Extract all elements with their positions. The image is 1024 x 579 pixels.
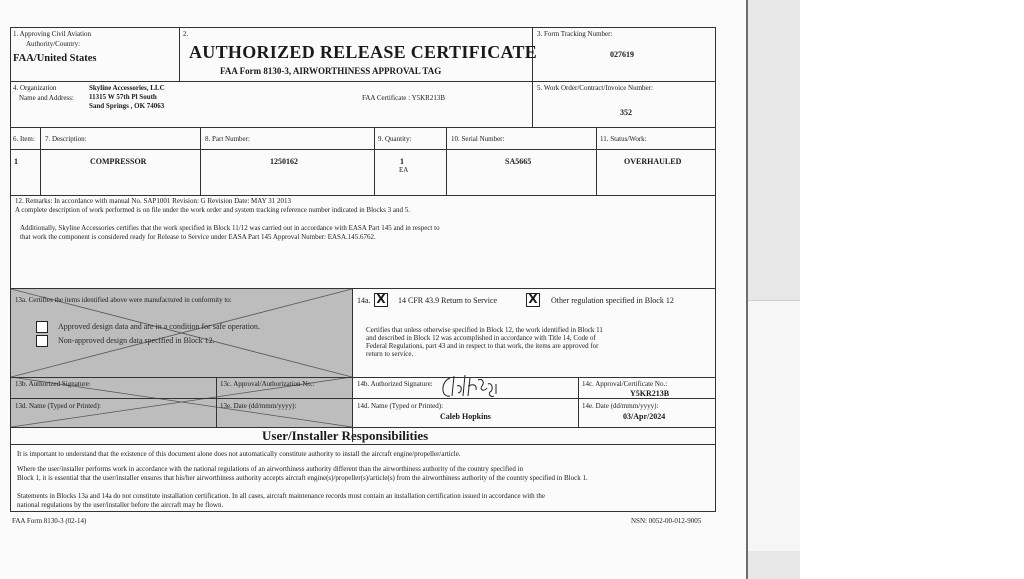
block14d-label: 14d. Name (Typed or Printed): — [357, 402, 444, 410]
org-city: Sand Springs , OK 74063 — [89, 102, 165, 110]
block3-label: 3. Form Tracking Number: — [537, 30, 613, 38]
responsibilities-p1: It is important to understand that the existence of this document alone does not automatically constitute authority to install the aircraft engine/propeller/article. — [17, 450, 461, 458]
printed-name: Caleb Hopkins — [440, 412, 491, 421]
other-regulation-checkbox[interactable]: X — [526, 293, 540, 307]
block1-label: 1. Approving Civil Aviation — [13, 30, 92, 38]
col-serial-number: 10. Serial Number: — [451, 135, 505, 143]
block4-label-line2: Name and Address: — [19, 94, 74, 102]
col-status: 11. Status/Work: — [600, 135, 647, 143]
non-approved-design-label: Non-approved design data specified in Block 12. — [58, 336, 215, 345]
authorized-signature — [438, 372, 504, 402]
form-id: FAA Form 8130-3 (02-14) — [12, 517, 87, 525]
return-to-service-checkbox[interactable]: X — [374, 293, 388, 307]
block2-label: 2. — [183, 30, 189, 38]
org-street: 11315 W 57th Pl South — [89, 93, 157, 101]
col-description: 7. Description: — [45, 135, 87, 143]
statement-line3: Federal Regulations, part 43 and in respect to that work, the items are approved for — [366, 342, 599, 350]
remarks-line1: 12. Remarks: In accordance with manual No. SAP1001 Revision: G Revision Date: MAY 31 2013 — [15, 197, 291, 205]
col-quantity: 9. Quantity: — [378, 135, 412, 143]
remarks-para2-line2: that work the component is considered ready for Release to Service under EASA Part 145 Approval Number: EASA.145.6762. — [20, 233, 376, 241]
faa-certificate: FAA Certificate : Y5KR213B — [362, 94, 446, 102]
other-regulation-label: Other regulation specified in Block 12 — [551, 296, 674, 305]
block13e-label: 13e. Date (dd/mmm/yyyy): — [220, 402, 297, 410]
item-value: 1 — [14, 157, 18, 166]
form-title: AUTHORIZED RELEASE CERTIFICATE — [189, 42, 538, 62]
certification-date: 03/Apr/2024 — [623, 412, 666, 421]
work-order-number: 352 — [620, 108, 632, 117]
remarks-para2-line1: Additionally, Skyline Accessories certifies that the work specified in Block 11/12 was carried out in accordance with EASA Part 145 and in respect to — [20, 224, 440, 232]
remarks-line2: A complete description of work performed is on file under the work order and system tracking reference number indicated in Blocks 3 and 5. — [15, 206, 410, 214]
responsibilities-p2-line1: Where the user/installer performs work in accordance with the national regulations of an airworthiness authority different than the airworthiness authority of the country specified in — [17, 465, 524, 473]
part-number-value: 1250162 — [270, 157, 298, 166]
block14b-label: 14b. Authorized Signature: — [357, 380, 433, 388]
statement-line1: Certifies that unless otherwise specified in Block 12, the work identified in Block 11 — [366, 326, 603, 334]
responsibilities-p3-line1: Statements in Blocks 13a and 14a do not constitute installation certification. In all cases, aircraft maintenance records must contain an installation certification issued in accordance with the — [17, 492, 545, 500]
responsibilities-heading: User/Installer Responsibilities — [262, 428, 429, 443]
approved-design-checkbox[interactable] — [36, 321, 48, 333]
form-subtitle: FAA Form 8130-3, AIRWORTHINESS APPROVAL TAG — [220, 66, 442, 76]
form-tracking-number: 027619 — [610, 50, 634, 59]
block1-label-line2: Authority/Country: — [26, 40, 81, 48]
block13b-label: 13b. Authorized Signature: — [15, 380, 91, 388]
block14c-label: 14c. Approval/Certificate No.: — [582, 380, 668, 388]
block13d-label: 13d. Name (Typed or Printed): — [15, 402, 102, 410]
block14a-label: 14a. — [357, 296, 371, 305]
scan-background-strip — [748, 0, 800, 579]
statement-line4: return to service. — [366, 350, 414, 358]
quantity-unit: EA — [399, 166, 409, 174]
description-value: COMPRESSOR — [90, 157, 147, 166]
nsn-number: NSN: 0052-00-012-9005 — [631, 517, 702, 525]
approved-design-label: Approved design data and are in a condition for safe operation. — [58, 322, 260, 331]
responsibilities-p2-line2: Block 1, it is essential that the user/installer ensures that his/her airworthiness authority accepts aircraft engine(s)/propeller(s)/article(s) from the airworthiness authority of the country specified in Block 1. — [17, 474, 588, 482]
block13c-label: 13c. Approval/Authorization No.: — [220, 380, 315, 388]
statement-line2: and described in Block 12 was accomplished in accordance with Title 14, Code of — [366, 334, 596, 342]
non-approved-design-checkbox[interactable] — [36, 335, 48, 347]
org-name: Skyline Accessories, LLC — [89, 84, 165, 92]
page-edge — [746, 0, 748, 579]
return-to-service-label: 14 CFR 43.9 Return to Service — [398, 296, 498, 305]
block4-label: 4. Organization — [13, 84, 57, 92]
approval-certificate-number: Y5KR213B — [630, 389, 670, 398]
block5-label: 5. Work Order/Contract/Invoice Number: — [537, 84, 653, 92]
col-part-number: 8. Part Number: — [205, 135, 250, 143]
block13a-label: 13a. Certifies the items identified above were manufactured in conformity to: — [15, 296, 232, 304]
approving-authority: FAA/United States — [13, 53, 97, 64]
quantity-value: 1 — [400, 157, 404, 166]
block14e-label: 14e. Date (dd/mmm/yyyy): — [582, 402, 659, 410]
status-value: OVERHAULED — [624, 157, 682, 166]
serial-number-value: SA5665 — [505, 157, 532, 166]
responsibilities-p3-line2: national regulations by the user/installer before the aircraft may be flown. — [17, 501, 224, 509]
col-item: 6. Item: — [13, 135, 35, 143]
